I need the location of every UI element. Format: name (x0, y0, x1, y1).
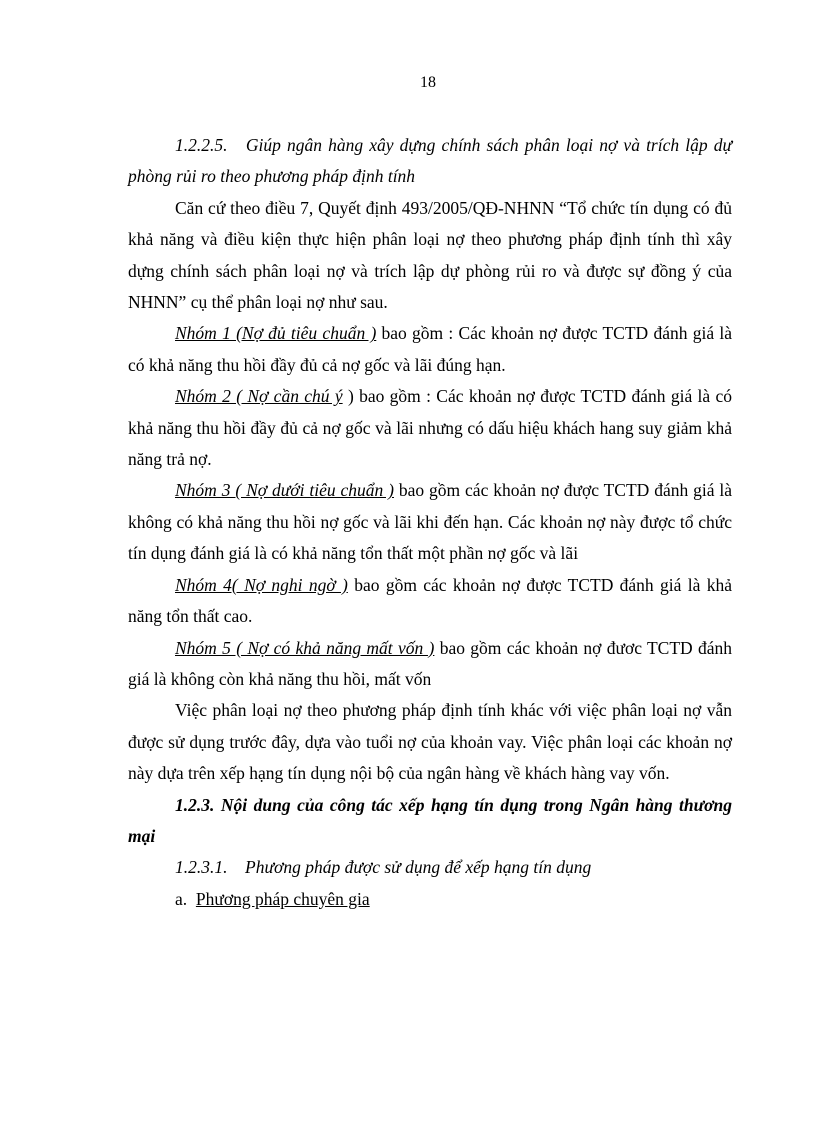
comparison-paragraph: Việc phân loại nợ theo phương pháp định tính khác với việc phân loại nợ vẫn được sử dụng trước đây, dựa vào tuổi nợ của khoản vay. Việc phân loại các khoản nợ này dựa trên xếp hạng tín dụng nội bộ của ngân hàng về khách hàng vay vốn. (128, 700, 732, 784)
intro-paragraph: Căn cứ theo điều 7, Quyết định 493/2005/QĐ-NHNN “Tổ chức tín dụng có đủ khả năng và điều kiện thực hiện phân loại nợ theo phương pháp định tính thì xây dựng chính sách phân loại nợ và trích lập dự phòng rủi ro và được sự đồng ý của NHNN” cụ thể phân loại nợ như sau. (128, 197, 732, 313)
group-1-label: Nhóm 1 (Nợ đủ tiêu chuẩn ) (175, 323, 377, 344)
section-1225-title: Giúp ngân hàng xây dựng chính sách phân loại nợ và trích lập dự phòng rủi ro theo phương pháp định tính (128, 135, 733, 187)
section-1225-heading (128, 130, 732, 193)
page-number: 18 (420, 74, 436, 91)
item-a (128, 884, 732, 915)
section-1231-title: Phương pháp được sử dụng để xếp hạng tín dụng (245, 857, 592, 878)
group-1-paragraph (128, 318, 732, 381)
group-2-paragraph (128, 381, 732, 475)
section-1231-heading (128, 852, 732, 883)
group-2-label: Nhóm 2 ( Nợ cần chú ý (175, 386, 343, 407)
group-4-paragraph (128, 570, 732, 633)
group-3-label: Nhóm 3 ( Nợ dưới tiêu chuẩn ) (175, 480, 394, 501)
group-2-text: ) bao gồm : Các khoản nợ được TCTD đánh giá là có khả năng thu hồi đầy đủ cả nợ gốc và lãi nhưng có dấu hiệu khách hang suy giảm khả năng trả nợ. (128, 386, 732, 470)
group-3-text: bao gồm các khoản nợ được TCTD đánh giá là không có khả năng thu hồi nợ gốc và lãi khi đến hạn. Các khoản nợ này được tổ chức tín dụng đánh giá là có khả năng tổn thất một phần nợ gốc và lãi (128, 480, 733, 564)
group-3-paragraph (128, 475, 732, 569)
group-5-label: Nhóm 5 ( Nợ có khả năng mất vốn ) (175, 637, 435, 658)
item-a-label: Phương pháp chuyên gia (195, 888, 370, 909)
item-a-marker: a. (175, 888, 188, 909)
document-body (128, 130, 732, 915)
group-1-text: bao gồm : Các khoản nợ được TCTD đánh giá là có khả năng thu hồi đầy đủ cả nợ gốc và lãi đúng hạn. (128, 323, 732, 375)
group-4-text: bao gồm các khoản nợ được TCTD đánh giá là khả năng tổn thất cao. (128, 574, 732, 627)
group-5-text: bao gồm các khoản nợ đươc TCTD đánh giá là không còn khả năng thu hồi, mất vốn (128, 637, 732, 689)
section-1231-number: 1.2.3.1. (175, 857, 228, 878)
group-5-paragraph (128, 633, 732, 696)
section-1225-number: 1.2.2.5. (175, 135, 228, 155)
group-4-label: Nhóm 4( Nợ nghi ngờ ) (175, 574, 348, 595)
section-123-heading: 1.2.3. Nội dung của công tác xếp hạng tín dụng trong Ngân hàng thương mại (128, 794, 732, 846)
